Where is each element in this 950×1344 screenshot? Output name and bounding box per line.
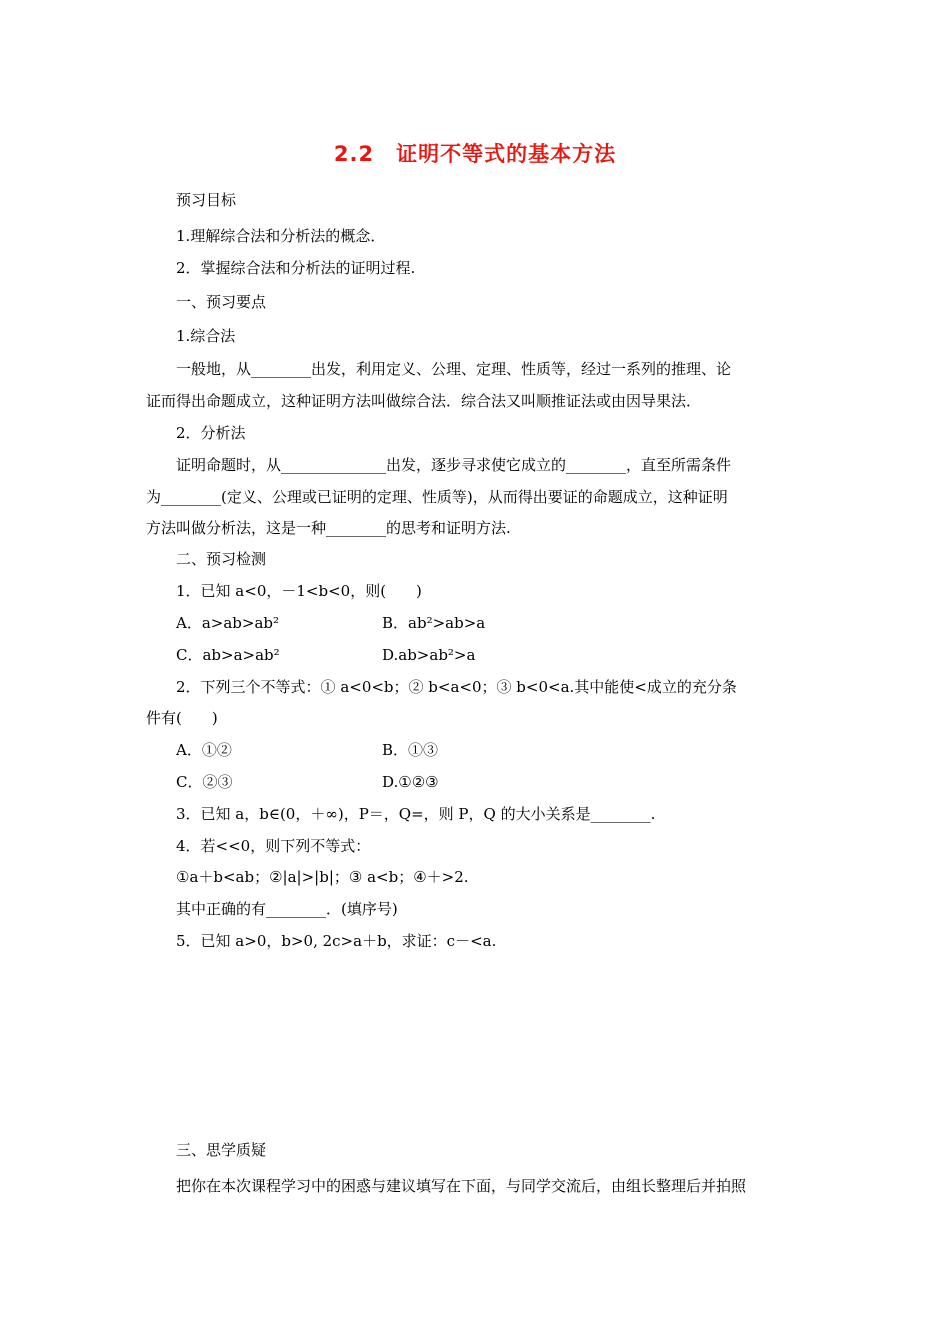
analysis-line-3: 方法叫做分析法，这是一种________的思考和证明方法. <box>146 519 511 537</box>
goal-item-1: 1.理解综合法和分析法的概念． <box>176 227 386 245</box>
section2-heading: 二、预习检测 <box>176 550 267 568</box>
goals-heading: 预习目标 <box>176 191 237 209</box>
q5-stem: 5．已知 a>0，b>0, 2c>a＋b，求证：c－<a. <box>176 932 497 950</box>
q4-answer: 其中正确的有________．(填序号) <box>176 900 398 918</box>
q1-option-a: A．a>ab>ab² <box>176 614 280 632</box>
analysis-line-1: 证明命题时，从______________出发，逐步寻求使它成立的________，直至所需条件 <box>176 456 732 474</box>
analysis-line-2: 为________(定义、公理或已证明的定理、性质等)，从而得出要证的命题成立，这种证明 <box>146 488 728 506</box>
section3-text: 把你在本次课程学习中的困惑与建议填写在下面，与同学交流后，由组长整理后并拍照 <box>176 1177 747 1195</box>
section3-heading: 三、思学质疑 <box>176 1141 267 1159</box>
q2-option-b: B．①③ <box>382 741 439 759</box>
q2-stem-line-1: 2．下列三个不等式：① a<0<b；② b<a<0；③ b<0<a.其中能使<成立的充分条 <box>176 678 737 696</box>
q1-option-c: C．ab>a>ab² <box>176 646 280 664</box>
synthesis-line-2: 证而得出命题成立，这种证明方法叫做综合法．综合法又叫顺推证法或由因导果法． <box>146 392 702 410</box>
goal-item-2: 2．掌握综合法和分析法的证明过程. <box>176 259 416 277</box>
q2-stem-line-2: 件有( ) <box>146 709 218 727</box>
q1-option-d: D.ab>ab²>a <box>382 646 476 664</box>
section1-heading: 一、预习要点 <box>176 293 267 311</box>
q4-stem: 4．若<<0，则下列不等式： <box>176 837 371 855</box>
q1-option-b: B．ab²>ab>a <box>382 614 486 632</box>
analysis-heading: 2．分析法 <box>176 424 246 442</box>
synthesis-heading: 1.综合法 <box>176 327 236 345</box>
page-title: 2.2 证明不等式的基本方法 <box>333 142 617 166</box>
q4-options: ①a＋b<ab；②|a|>|b|；③ a<b；④＋>2. <box>176 868 469 886</box>
q1-stem: 1．已知 a<0，－1<b<0，则( ) <box>176 582 422 600</box>
q3-stem: 3．已知 a，b∈(0，＋∞)，P＝，Q=，则 P，Q 的大小关系是________. <box>176 805 656 823</box>
q2-option-a: A．①② <box>176 741 232 759</box>
q2-option-d: D.①②③ <box>382 773 439 791</box>
q2-option-c: C．②③ <box>176 773 233 791</box>
synthesis-line-1: 一般地，从________出发，利用定义、公理、定理、性质等，经过一系列的推理、论 <box>176 360 732 378</box>
